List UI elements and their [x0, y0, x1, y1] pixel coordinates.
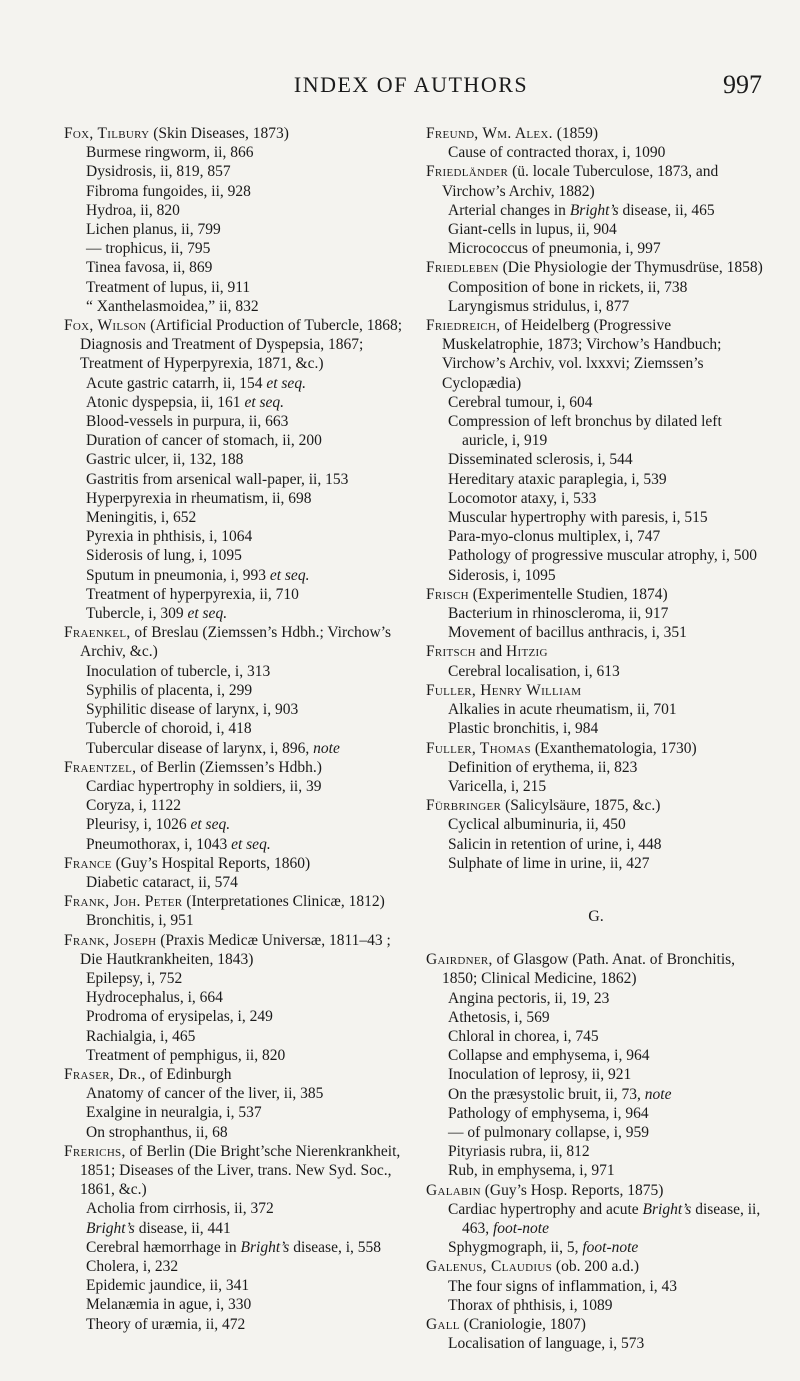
subject-text: Muscular hypertrophy with paresis, i, 515 — [448, 509, 708, 527]
subject-text: Dysidrosis, ii, 819, 857 — [86, 163, 231, 181]
subject-text: Cerebral localisation, i, 613 — [448, 662, 620, 680]
subject-text: Cardiac hypertrophy in soldiers, ii, 39 — [86, 777, 322, 795]
section-letter: G. — [588, 907, 604, 925]
subject-entry — [426, 393, 766, 412]
subject-text: Alkalies in acute rheumatism, ii, 701 — [448, 701, 677, 719]
subject-entry — [64, 220, 404, 239]
subject-text: Pathology of progressive muscular atrophy, i, 500 — [448, 547, 757, 565]
subject-text: Plastic bronchitis, i, 984 — [448, 720, 599, 738]
subject-text: Sphygmograph, ii, 5, — [448, 1239, 583, 1257]
subject-text: Syphilis of placenta, i, 299 — [86, 681, 253, 699]
author-name: Frerichs, — [64, 1142, 126, 1160]
subject-emphasis: Bright’s — [240, 1238, 290, 1256]
author-works: (Guy’s Hosp. Reports, 1875) — [480, 1181, 664, 1199]
subject-entry — [426, 854, 766, 873]
subject-text: Movement of bacillus anthracis, i, 351 — [448, 624, 687, 642]
subject-entry — [426, 1065, 766, 1084]
subject-entry — [426, 297, 766, 316]
subject-entry — [64, 1084, 404, 1103]
subject-text: Disseminated sclerosis, i, 544 — [448, 451, 633, 469]
subject-entry — [64, 1123, 404, 1142]
subject-text: Sulphate of lime in urine, ii, 427 — [448, 854, 650, 872]
subject-entry — [64, 988, 404, 1007]
subject-text: disease, ii, 465 — [618, 201, 715, 219]
subject-entry — [64, 431, 404, 450]
subject-entry — [64, 297, 404, 316]
subject-text: Laryngismus stridulus, i, 877 — [448, 297, 630, 315]
subject-text: The four signs of inflammation, i, 43 — [448, 1277, 678, 1295]
subject-emphasis: foot-note — [582, 1239, 639, 1257]
subject-emphasis: Bright’s — [642, 1200, 692, 1218]
subject-entry — [426, 1142, 766, 1161]
author-name: Fürbringer — [426, 797, 502, 815]
subject-text: disease, ii, 441 — [134, 1219, 231, 1237]
author-name: Galabin — [426, 1181, 481, 1199]
subject-text: Tubercle, i, 309 — [86, 605, 188, 623]
author-entry — [426, 739, 766, 758]
subject-entry — [64, 1027, 404, 1046]
subject-text: Bronchitis, i, 951 — [86, 912, 194, 930]
subject-entry — [426, 527, 766, 546]
subject-text: Hyperpyrexia in rheumatism, ii, 698 — [86, 489, 312, 507]
index-column-left — [64, 124, 404, 1334]
author-entry — [426, 796, 766, 815]
author-name: France — [64, 854, 112, 872]
subject-entry — [426, 450, 766, 469]
subject-entry — [426, 239, 766, 258]
subject-entry — [64, 1046, 404, 1065]
subject-text: Lichen planus, ii, 799 — [86, 221, 221, 239]
author-works: of Heidelberg (Progressive Muskelatrophie, 1873; Virchow’s Handbuch; Virchow’s Archiv, vol. lxxxvi; Ziemssen’s Cyclopædia) — [442, 317, 722, 392]
subject-text: Athetosis, i, 569 — [448, 1008, 550, 1026]
author-entry — [64, 758, 404, 777]
subject-entry — [64, 201, 404, 220]
author-entry — [426, 258, 766, 277]
subject-entry — [426, 1200, 766, 1238]
subject-text: Definition of erythema, ii, 823 — [448, 758, 638, 776]
subject-text: Cause of contracted thorax, i, 1090 — [448, 144, 666, 162]
subject-text: On the præsystolic bruit, ii, 73, — [448, 1085, 645, 1103]
subject-entry — [426, 1123, 766, 1142]
subject-entry — [64, 1276, 404, 1295]
subject-entry — [64, 412, 404, 431]
subject-emphasis: Bright’s — [569, 201, 619, 219]
subject-text: Syphilitic disease of larynx, i, 903 — [86, 701, 299, 719]
subject-entry — [64, 969, 404, 988]
author-works: (Exanthematologia, 1730) — [530, 739, 697, 757]
subject-entry — [426, 662, 766, 681]
subject-entry — [64, 662, 404, 681]
subject-entry — [64, 1257, 404, 1276]
subject-text: Coryza, i, 1122 — [86, 797, 181, 815]
author-entry — [426, 124, 766, 143]
subject-text: Hydroa, ii, 820 — [86, 201, 180, 219]
subject-text: Arterial changes in — [448, 201, 570, 219]
subject-entry — [426, 1334, 766, 1353]
author-name: Fritsch — [426, 643, 476, 661]
author-name: Friedleben — [426, 259, 499, 277]
subject-entry — [426, 758, 766, 777]
subject-text: Tinea favosa, ii, 869 — [86, 259, 213, 277]
author-entry — [426, 162, 766, 200]
subject-text: — of pulmonary collapse, i, 959 — [448, 1123, 650, 1141]
author-name: Friedländer — [426, 163, 509, 181]
author-entry — [426, 681, 766, 700]
author-entry — [64, 854, 404, 873]
subject-emphasis: Bright’s — [86, 1219, 135, 1237]
author-entry — [64, 892, 404, 911]
subject-text: Treatment of lupus, ii, 911 — [86, 278, 251, 296]
subject-emphasis: et seq. — [231, 835, 271, 853]
subject-entry — [64, 546, 404, 565]
subject-emphasis: note — [644, 1085, 672, 1103]
author-works: of Breslau (Ziemssen’s Hdbh.; Virchow’s Archiv, &c.) — [80, 624, 392, 661]
subject-text: Micrococcus of pneumonia, i, 997 — [448, 240, 661, 258]
subject-text: Chloral in chorea, i, 745 — [448, 1027, 599, 1045]
subject-text: Pyrexia in phthisis, i, 1064 — [86, 528, 253, 546]
subject-entry — [64, 873, 404, 892]
author-works: (Guy’s Hospital Reports, 1860) — [111, 854, 311, 872]
author-name: Hitzig — [505, 643, 548, 661]
author-name: Frank, Joseph — [64, 931, 157, 949]
subject-text: Composition of bone in rickets, ii, 738 — [448, 278, 688, 296]
subject-text: Gastric ulcer, ii, 132, 188 — [86, 451, 244, 469]
subject-text: “ Xanthelasmoidea,” ii, 832 — [86, 297, 259, 315]
subject-entry — [64, 1315, 404, 1334]
subject-text: Epilepsy, i, 752 — [86, 969, 183, 987]
subject-entry — [426, 278, 766, 297]
author-name: Fuller, Henry William — [426, 681, 582, 699]
page-number: 997 — [723, 70, 762, 99]
author-works: (Praxis Medicæ Universæ, 1811–43 ; Die Hautkrankheiten, 1843) — [80, 931, 391, 968]
author-works: and — [475, 643, 506, 661]
subject-entry — [64, 739, 404, 758]
author-entry — [426, 316, 766, 393]
subject-text: Pathology of emphysema, i, 964 — [448, 1104, 649, 1122]
subject-text: disease, ii, 463, — [462, 1200, 761, 1237]
subject-entry — [426, 623, 766, 642]
subject-text: Acholia from cirrhosis, ii, 372 — [86, 1200, 274, 1218]
subject-text: Inoculation of tubercle, i, 313 — [86, 662, 271, 680]
subject-text: Varicella, i, 215 — [448, 777, 547, 795]
author-name: Frank, Joh. Peter — [64, 893, 183, 911]
subject-entry — [64, 182, 404, 201]
subject-text: Meningitis, i, 652 — [86, 509, 197, 527]
subject-entry — [426, 1085, 766, 1104]
author-works: of Berlin (Die Bright’sche Nierenkrankheit, 1851; Diseases of the Liver, trans. New Syd. Soc., 1861, &c.) — [80, 1142, 401, 1199]
subject-text: Fibroma fungoides, ii, 928 — [86, 182, 251, 200]
subject-text: Para-myo-clonus multiplex, i, 747 — [448, 528, 661, 546]
subject-entry — [426, 604, 766, 623]
author-name: Fox, Wilson — [64, 317, 147, 335]
subject-text: Pneumothorax, i, 1043 — [86, 835, 232, 853]
subject-emphasis: foot-note — [493, 1219, 549, 1237]
subject-entry — [64, 450, 404, 469]
index-column-right — [426, 124, 766, 1353]
subject-entry — [64, 258, 404, 277]
subject-entry — [64, 527, 404, 546]
subject-entry — [426, 1008, 766, 1027]
subject-text: Thorax of phthisis, i, 1089 — [448, 1296, 613, 1314]
subject-text: Tubercular disease of larynx, i, 896, — [86, 739, 314, 757]
subject-text: Angina pectoris, ii, 19, 23 — [448, 989, 610, 1007]
subject-entry — [426, 1161, 766, 1180]
subject-entry — [426, 143, 766, 162]
subject-entry — [426, 1027, 766, 1046]
subject-entry — [64, 911, 404, 930]
subject-entry — [426, 201, 766, 220]
subject-emphasis: note — [313, 739, 340, 757]
author-works: of Berlin (Ziemssen’s Hdbh.) — [136, 758, 322, 776]
subject-entry — [426, 700, 766, 719]
subject-text: Giant-cells in lupus, ii, 904 — [448, 221, 617, 239]
subject-entry — [426, 1277, 766, 1296]
author-entry — [64, 316, 404, 374]
author-entry — [64, 124, 404, 143]
subject-text: Cerebral hæmorrhage in — [86, 1238, 241, 1256]
subject-text: Hereditary ataxic paraplegia, i, 539 — [448, 470, 667, 488]
subject-entry — [426, 1046, 766, 1065]
subject-text: Exalgine in neuralgia, i, 537 — [86, 1104, 262, 1122]
page-header — [60, 72, 762, 102]
subject-text: Salicin in retention of urine, i, 448 — [448, 835, 662, 853]
author-works: (ob. 200 a.d.) — [552, 1258, 639, 1276]
subject-entry — [64, 1199, 404, 1218]
subject-text: Sputum in pneumonia, i, 993 — [86, 566, 270, 584]
subject-text: Rub, in emphysema, i, 971 — [448, 1162, 615, 1180]
author-works: of Glasgow (Path. Anat. of Bronchitis, 1850; Clinical Medicine, 1862) — [442, 951, 736, 988]
subject-text: Cardiac hypertrophy and acute — [448, 1200, 643, 1218]
subject-entry — [64, 1219, 404, 1238]
subject-text: Bacterium in rhinoscleroma, ii, 917 — [448, 605, 669, 623]
author-name: Friedreich, — [426, 317, 501, 335]
author-works: (Artificial Production of Tubercle, 1868; Diagnosis and Treatment of Dyspepsia, 1867; Treatment of Hyperpyrexia, 1871, &c.) — [80, 317, 403, 373]
subject-emphasis: et seq. — [190, 816, 231, 834]
subject-text: Atonic dyspepsia, ii, 161 — [86, 393, 245, 411]
subject-text: Epidemic jaundice, ii, 341 — [86, 1277, 250, 1295]
subject-entry — [64, 585, 404, 604]
subject-entry — [64, 815, 404, 834]
subject-text: Pityriasis rubra, ii, 812 — [448, 1143, 590, 1161]
author-entry — [64, 1142, 404, 1200]
author-name: Fox, Tilbury — [64, 125, 150, 142]
author-entry — [426, 1181, 766, 1200]
author-name: Galenus, Claudius — [426, 1258, 553, 1276]
subject-text: Diabetic cataract, ii, 574 — [86, 873, 238, 891]
author-entry — [426, 642, 766, 661]
subject-entry — [64, 1103, 404, 1122]
subject-text: Cerebral tumour, i, 604 — [448, 393, 593, 411]
subject-entry — [64, 835, 404, 854]
subject-text: Rachialgia, i, 465 — [86, 1027, 196, 1045]
subject-text: Treatment of pemphigus, ii, 820 — [86, 1046, 286, 1064]
author-name: Freund, Wm. Alex. — [426, 125, 553, 142]
author-works: (Die Physiologie der Thymusdrüse, 1858) — [498, 259, 763, 277]
author-entry — [426, 1257, 766, 1276]
subject-entry — [426, 1296, 766, 1315]
subject-entry — [64, 162, 404, 181]
subject-text: Blood-vessels in purpura, ii, 663 — [86, 413, 289, 431]
subject-entry — [64, 239, 404, 258]
subject-emphasis: et seq. — [269, 566, 310, 584]
subject-text: On strophanthus, ii, 68 — [86, 1123, 228, 1141]
author-works: of Edinburgh — [145, 1065, 232, 1083]
subject-text: — trophicus, ii, 795 — [86, 240, 211, 258]
author-name: Fraenkel, — [64, 624, 131, 642]
subject-text: Acute gastric catarrh, ii, 154 — [86, 374, 267, 392]
author-works: (Experimentelle Studien, 1874) — [468, 585, 668, 603]
subject-entry — [64, 566, 404, 585]
subject-entry — [64, 796, 404, 815]
subject-entry — [64, 374, 404, 393]
author-entry — [64, 931, 404, 969]
subject-text: Siderosis, i, 1095 — [448, 566, 556, 584]
subject-entry — [64, 681, 404, 700]
subject-text: Locomotor ataxy, i, 533 — [448, 489, 597, 507]
subject-emphasis: et seq. — [187, 605, 228, 623]
subject-text: Melanæmia in ague, i, 330 — [86, 1296, 252, 1314]
subject-text: Cholera, i, 232 — [86, 1257, 179, 1275]
subject-text: Cyclical albuminuria, ii, 450 — [448, 816, 626, 834]
subject-text: Compression of left bronchus by dilated left auricle, i, 919 — [448, 413, 722, 450]
subject-entry — [426, 777, 766, 796]
subject-entry — [426, 412, 766, 450]
subject-text: Treatment of hyperpyrexia, ii, 710 — [86, 585, 299, 603]
subject-entry — [64, 604, 404, 623]
subject-entry — [426, 835, 766, 854]
author-works: (1859) — [552, 125, 599, 142]
subject-entry — [426, 489, 766, 508]
subject-entry — [64, 278, 404, 297]
author-name: Gall — [426, 1315, 460, 1333]
subject-text: Localisation of language, i, 573 — [448, 1335, 645, 1353]
subject-text: Siderosis of lung, i, 1095 — [86, 547, 242, 565]
author-works: (Salicylsäure, 1875, &c.) — [501, 797, 661, 815]
subject-text: Gastritis from arsenical wall-paper, ii, 153 — [86, 470, 349, 488]
subject-entry — [426, 815, 766, 834]
subject-entry — [64, 508, 404, 527]
subject-entry — [426, 470, 766, 489]
author-name: Fraentzel, — [64, 758, 137, 776]
author-works: (Craniologie, 1807) — [459, 1315, 586, 1333]
author-entry — [426, 1315, 766, 1334]
subject-entry — [64, 700, 404, 719]
subject-text: Tubercle of choroid, i, 418 — [86, 720, 252, 738]
subject-entry — [426, 566, 766, 585]
subject-text: Anatomy of cancer of the liver, ii, 385 — [86, 1085, 324, 1103]
subject-text: Inoculation of leprosy, ii, 921 — [448, 1066, 632, 1084]
subject-text: disease, i, 558 — [289, 1238, 382, 1256]
subject-entry — [64, 719, 404, 738]
author-entry — [426, 585, 766, 604]
author-name: Fraser, Dr., — [64, 1065, 146, 1083]
author-entry — [426, 950, 766, 988]
author-entry — [64, 1065, 404, 1084]
subject-text: Theory of uræmia, ii, 472 — [86, 1315, 246, 1333]
subject-entry — [64, 470, 404, 489]
subject-entry — [426, 546, 766, 565]
subject-text: Duration of cancer of stomach, ii, 200 — [86, 432, 322, 450]
author-name: Fuller, Thomas — [426, 739, 531, 757]
subject-entry — [426, 1104, 766, 1123]
subject-text: Prodroma of erysipelas, i, 249 — [86, 1008, 273, 1026]
author-name: Frisch — [426, 585, 469, 603]
subject-text: Burmese ringworm, ii, 866 — [86, 144, 254, 162]
subject-entry — [64, 1007, 404, 1026]
subject-entry — [426, 220, 766, 239]
subject-entry — [426, 1238, 766, 1257]
subject-entry — [426, 989, 766, 1008]
subject-text: Pleurisy, i, 1026 — [86, 816, 191, 834]
subject-entry — [64, 393, 404, 412]
running-head: INDEX OF AUTHORS — [293, 72, 529, 97]
author-works: (Skin Diseases, 1873) — [149, 125, 289, 142]
subject-emphasis: et seq. — [266, 374, 306, 392]
author-works: (Interpretationes Clinicæ, 1812) — [182, 893, 385, 911]
author-entry — [64, 623, 404, 661]
subject-entry — [64, 489, 404, 508]
subject-entry — [64, 1295, 404, 1314]
author-name: Gairdner, — [426, 951, 493, 969]
subject-text: Hydrocephalus, i, 664 — [86, 989, 223, 1007]
subject-entry — [426, 508, 766, 527]
subject-entry — [64, 777, 404, 796]
author-works: (ü. locale Tuberculose, 1873, and Virchow’s Archiv, 1882) — [442, 163, 719, 200]
subject-text: Collapse and emphysema, i, 964 — [448, 1047, 650, 1065]
subject-entry — [426, 719, 766, 738]
subject-emphasis: et seq. — [244, 393, 285, 411]
subject-entry — [64, 1238, 404, 1257]
subject-entry — [64, 143, 404, 162]
